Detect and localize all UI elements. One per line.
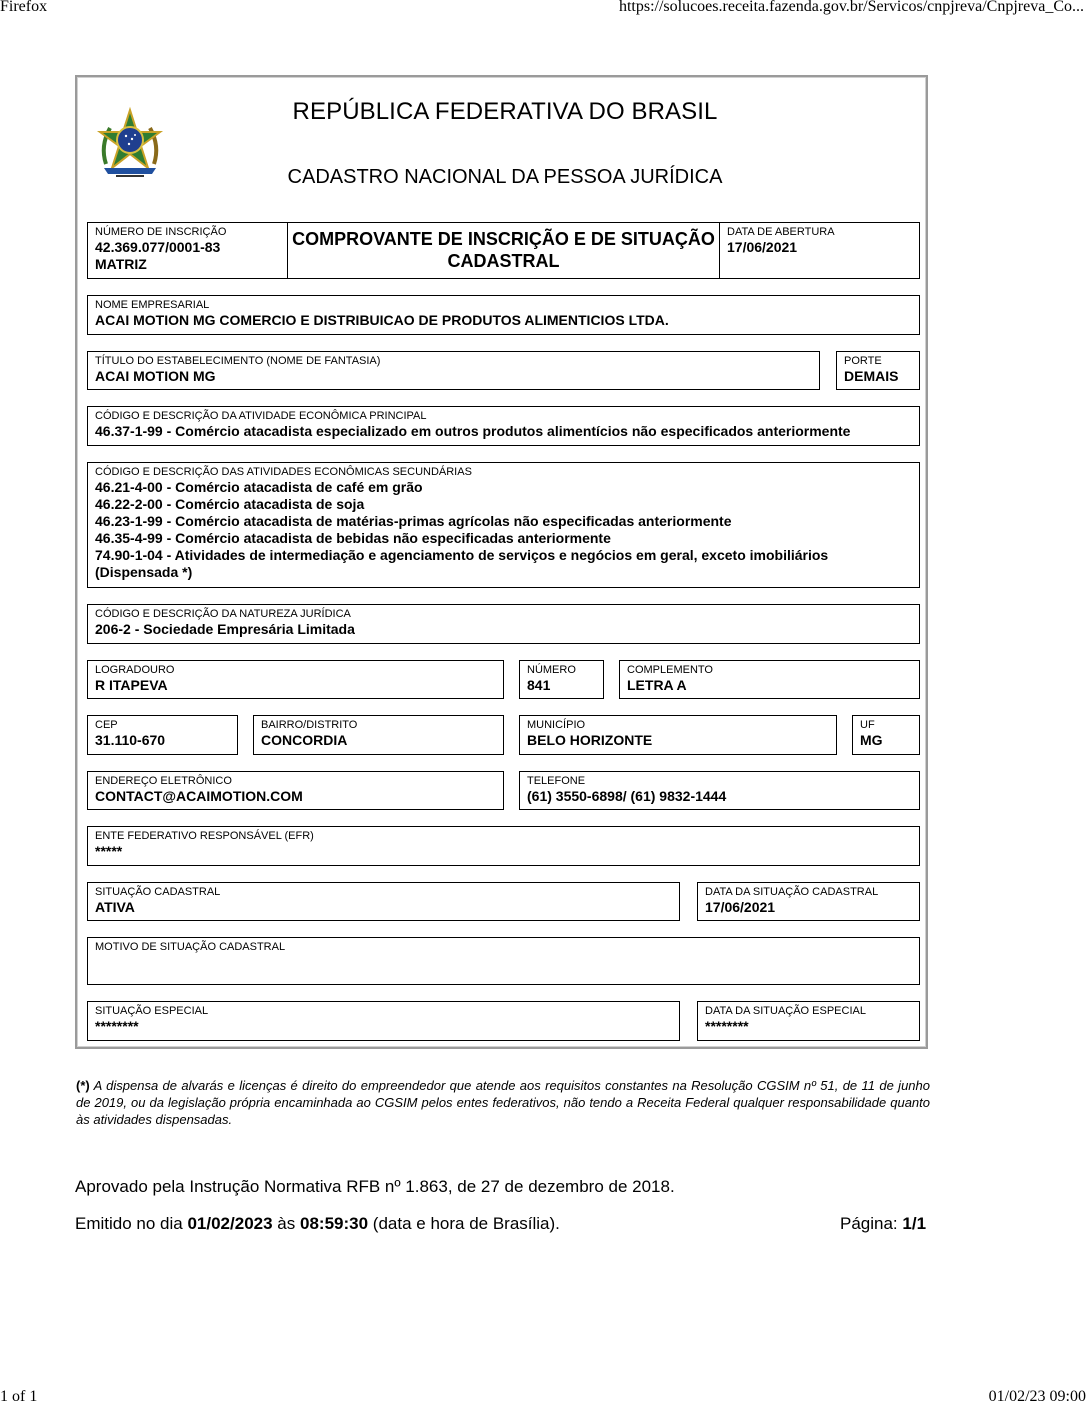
situacao-especial-value: ******** [95,1018,139,1034]
natureza-juridica-label: CÓDIGO E DESCRIÇÃO DA NATUREZA JURÍDICA [95,608,351,620]
bairro-box [253,715,504,755]
numero-label: NÚMERO [527,664,576,676]
print-page-count: 1 of 1 [0,1388,38,1405]
complemento-box [619,660,920,699]
situacao-box [87,882,680,921]
data-situacao-especial-value: ******** [705,1018,749,1034]
natureza-juridica-box [87,604,920,644]
data-situacao-label: DATA DA SITUAÇÃO CADASTRAL [705,886,879,898]
municipio-label: MUNICÍPIO [527,719,586,731]
porte-label: PORTE [844,355,882,367]
emitted-time: 08:59:30 [300,1214,369,1233]
comprovante-title: COMPROVANTE DE INSCRIÇÃO E DE SITUAÇÃO CADASTRAL [292,229,715,271]
nome-empresarial-value: ACAI MOTION MG COMERCIO E DISTRIBUICAO DE PRODUTOS ALIMENTICIOS LTDA. [95,312,669,328]
natureza-juridica-value: 206-2 - Sociedade Empresária Limitada [95,621,355,637]
bairro-value: CONCORDIA [261,732,348,748]
data-situacao-box [697,882,920,921]
efr-box [87,826,920,866]
footnote-marker: (*) [76,1078,90,1093]
fantasia-value: ACAI MOTION MG [95,368,216,384]
complemento-value: LETRA A [627,677,687,693]
page-value: 1/1 [902,1214,927,1233]
numero-value: 841 [527,677,551,693]
atividade-secundaria-item: (Dispensada *) [95,564,193,580]
abertura-box [719,222,920,279]
emitted-suffix: (data e hora de Brasília). [372,1214,560,1233]
situacao-label: SITUAÇÃO CADASTRAL [95,886,221,898]
emission-line [75,1214,560,1234]
motivo-label: MOTIVO DE SITUAÇÃO CADASTRAL [95,941,286,953]
atividade-principal-label: CÓDIGO E DESCRIÇÃO DA ATIVIDADE ECONÔMICA PRINCIPAL [95,410,427,422]
telefone-label: TELEFONE [527,775,586,787]
email-box [87,771,504,810]
inscricao-tipo: MATRIZ [95,256,147,272]
brazil-coat-of-arms-icon [92,106,168,186]
municipio-value: BELO HORIZONTE [527,732,653,748]
municipio-box [519,715,837,755]
cep-box [87,715,238,755]
page-indicator [840,1214,926,1234]
uf-label: UF [860,719,875,731]
atividades-secundarias-label: CÓDIGO E DESCRIÇÃO DAS ATIVIDADES ECONÔMICAS SECUNDÁRIAS [95,466,472,478]
porte-value: DEMAIS [844,368,899,384]
atividade-principal-box [87,406,920,446]
uf-box [852,715,920,755]
atividade-secundaria-item: 46.21-4-00 - Comércio atacadista de café em grão [95,479,423,495]
abertura-label: DATA DE ABERTURA [727,226,835,238]
fantasia-label: TÍTULO DO ESTABELECIMENTO (NOME DE FANTASIA) [95,355,381,367]
uf-value: MG [860,732,883,748]
emitted-prefix: Emitido no dia [75,1214,183,1233]
footnote-text: A dispensa de alvarás e licenças é direito do empreendedor que atende aos requisitos constantes na Resolução CGSIM nº 51, de 11 de junho de 2019, ou da legislação própria encaminhada ao CGSIM pelos entes federativos, não tendo a Receita Federal qualquer responsabilidade quanto às atividades dispensadas. [76,1078,930,1127]
atividade-secundaria-item: 74.90-1-04 - Atividades de intermediação e agenciamento de serviços e negócios em geral, exceto imobiliários [95,547,829,563]
header-title: REPÚBLICA FEDERATIVA DO BRASIL [292,98,718,125]
complemento-label: COMPLEMENTO [627,664,713,676]
fantasia-box [87,351,820,390]
telefone-box [519,771,920,810]
atividade-secundaria-item: 46.22-2-00 - Comércio atacadista de soja [95,496,365,512]
atividade-principal-value: 46.37-1-99 - Comércio atacadista especializado em outros produtos alimentícios não especificados anteriormente [95,423,851,439]
data-situacao-value: 17/06/2021 [705,899,776,915]
situacao-especial-box [87,1001,680,1041]
email-label: ENDEREÇO ELETRÔNICO [95,775,232,787]
inscricao-value: 42.369.077/0001-83 [95,239,221,255]
efr-value: ***** [95,843,123,859]
bairro-label: BAIRRO/DISTRITO [261,719,358,731]
atividades-secundarias-box [87,462,920,588]
numero-box [519,660,604,699]
browser-app-name: Firefox [0,0,48,15]
print-timestamp: 01/02/23 09:00 [988,1388,1086,1405]
inscricao-box [87,222,288,279]
efr-label: ENTE FEDERATIVO RESPONSÁVEL (EFR) [95,830,314,842]
porte-box [836,351,920,390]
emitted-date: 01/02/2023 [187,1214,273,1233]
situacao-especial-label: SITUAÇÃO ESPECIAL [95,1005,209,1017]
nome-empresarial-label: NOME EMPRESARIAL [95,299,210,311]
emitted-mid: às [277,1214,296,1233]
cep-value: 31.110-670 [95,732,166,748]
page-label: Página: [840,1214,898,1233]
logradouro-box [87,660,504,699]
approval-statement: Aprovado pela Instrução Normativa RFB nº 1.863, de 27 de dezembro de 2018. [75,1177,675,1196]
browser-url: https://solucoes.receita.fazenda.gov.br/Servicos/cnpjreva/Cnpjreva_Co... [618,0,1084,15]
data-situacao-especial-box [697,1001,920,1041]
footnote [76,1077,930,1128]
data-situacao-especial-label: DATA DA SITUAÇÃO ESPECIAL [705,1005,866,1017]
email-value: CONTACT@ACAIMOTION.COM [95,788,303,804]
telefone-value: (61) 3550-6898/ (61) 9832-1444 [527,788,727,804]
inscricao-label: NÚMERO DE INSCRIÇÃO [95,226,227,238]
logradouro-label: LOGRADOURO [95,664,175,676]
logradouro-value: R ITAPEVA [95,677,168,693]
header-subtitle: CADASTRO NACIONAL DA PESSOA JURÍDICA [287,166,723,188]
nome-empresarial-box [87,295,920,335]
cep-label: CEP [95,719,118,731]
atividade-secundaria-item: 46.23-1-99 - Comércio atacadista de matérias-primas agrícolas não especificadas anteriormente [95,513,732,529]
comprovante-title-box [287,222,720,279]
abertura-value: 17/06/2021 [727,239,798,255]
situacao-value: ATIVA [95,899,135,915]
atividade-secundaria-item: 46.35-4-99 - Comércio atacadista de bebidas não especificadas anteriormente [95,530,611,546]
motivo-box [87,937,920,985]
